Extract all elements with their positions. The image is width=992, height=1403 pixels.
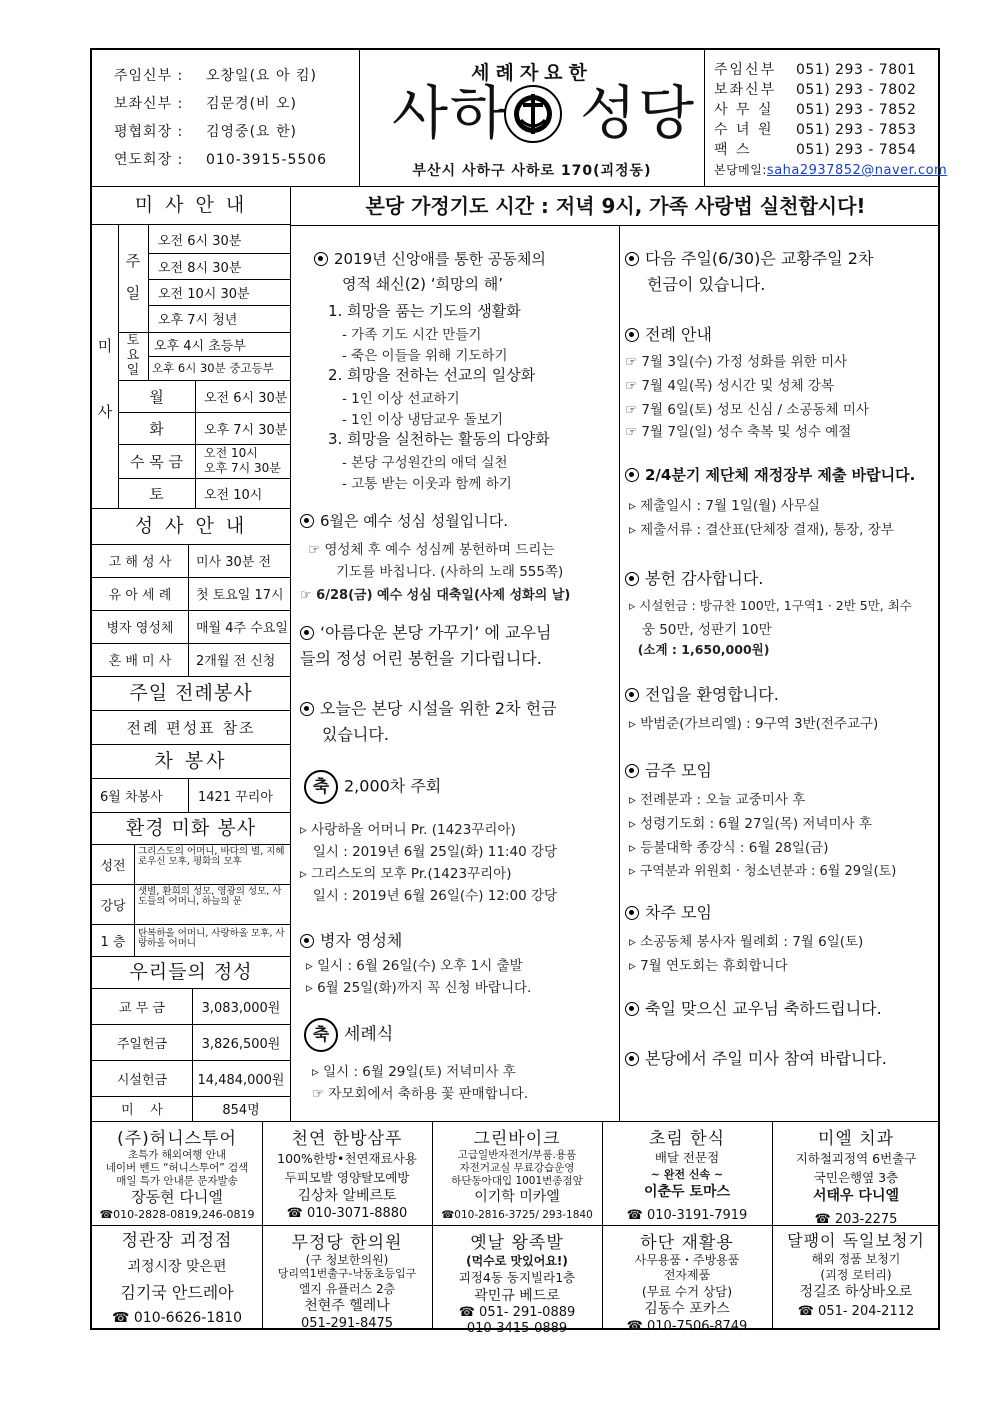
ad-hanuiwon: 무정당 한의원 (구 청보한의원) 당리역1번출구-낙동초등입구 엘지 유플러스 2층 천현주 헬레나 051-291-8475 [277,1233,417,1331]
mass-vertical-label: 미 사 [97,337,113,421]
bullet-icon [300,626,314,640]
notice-2019: 2019년 신앙애를 통한 공동체의 [314,248,546,269]
notice-line: 기도를 바칩니다. (사하의 노래 555쪽) [336,564,564,580]
car-value: 1421 꾸리아 [198,789,273,805]
notice-line: ☞ 자모회에서 축하용 꽃 판매합니다. [312,1086,529,1102]
mass-time: 오전 10시 오후 7시 30분 [204,446,281,475]
offering-heading: 우리들의 정성 [129,961,253,983]
staff-row: 평협회장 : 김영중(요 한) [114,124,297,140]
sacrament-value: 2개월 전 신청 [196,654,276,669]
env-value: 그리스도의 어머니, 바다의 별, 지혜로우신 모후, 평화의 모후 [138,846,285,867]
notice-line: ▹ 7월 연도회는 휴회합니다 [629,958,788,974]
notice-2nd-collection: 오늘은 본당 시설을 위한 2차 헌금 [300,696,557,719]
notice-line: 영적 쇄신(2) ‘희망의 해’ [342,275,504,293]
church-name-left: 사하 [392,79,509,147]
celebration-icon: 축 [304,770,338,804]
notice-line: ▹ 전례분과 : 오늘 교중미사 후 [629,792,806,808]
notice-beautify: ‘아름다운 본당 가꾸기’ 에 교우님 [300,620,551,643]
sacrament-value: 매월 4주 수요일 [196,621,288,636]
notice-line: 있습니다. [322,725,389,744]
staff-row: 보좌신부 : 김문경(비 오) [114,96,297,112]
notice-line: ▹ 제출일시 : 7월 1일(월) 사무실 [629,498,820,514]
offering-value: 3,083,000원 [201,1000,281,1016]
sacrament-name: 고 해 성 사 [108,555,172,570]
notice-papal-sunday: 다음 주일(6/30)은 교황주일 2차 [625,246,873,269]
notice-sunday-mass: 본당에서 주일 미사 참여 바랍니다. [625,1046,887,1069]
notice-liturgy: 전례 안내 [625,322,712,345]
offering-name: 시설헌금 [116,1072,168,1088]
notice-line: 일시 : 2019년 6월 25일(화) 11:40 강당 [300,844,558,860]
staff-row: 주임신부 : 오창일(요 아 킴) [114,68,317,84]
contact-row: 주임신부 051) 293 - 7801 [714,62,917,78]
notice-line: 헌금이 있습니다. [647,275,766,294]
mass-time: 오후 7시 청년 [158,313,238,328]
env-place: 1 층 [100,934,126,950]
church-name-right: 성당 [580,79,697,147]
notice-line: ▹ 등불대학 종강식 : 6월 28일(금) [629,840,829,856]
notice-line: ▹ 사랑하올 어머니 Pr. (1423꾸리아) [300,822,516,838]
bullet-icon [300,514,314,528]
mass-heading: 미 사 안 내 [134,194,248,216]
bullet-icon [625,688,639,702]
notice-next-week: 차주 모임 [625,900,712,923]
offering-value: 854명 [222,1103,260,1118]
sunday-label: 주 일 [125,252,141,302]
notice-line: 웅 50만, 성판기 10만 [629,622,772,638]
car-heading: 차 봉사 [154,750,228,772]
car-month: 6월 차봉사 [100,789,163,805]
header-contacts [714,60,948,180]
hope-item-title: 3. 희망을 실천하는 활동의 다양화 [328,430,550,448]
notice-line: 들의 정성 어린 봉헌을 기다립니다. [300,649,542,668]
main-col2 [625,240,939,1115]
env-value: 탄복하올 어머니, 사랑하올 모후, 사랑하올 어머니 [138,928,285,949]
contact-row: 팩 스 051) 293 - 7854 [714,142,917,158]
ad-chorim-hansik: 초림 한식 배달 전문점 ~ 완전 신속 ~ 이춘두 토마스 ☎ 010-3191-7919 [626,1129,748,1223]
church-subtitle: 세례자요한 [471,62,593,84]
bullet-icon [625,1002,639,1016]
notice-line: ☞ 영성체 후 예수 성심께 봉헌하며 드리는 [308,542,555,558]
ad-green-bike: 그린바이크 고급일반자전거/부품.용품 자전거교실 무료강습운영 하단동아대입 1001번종점앞 이기학 미카엘 ☎010-2816-3725/ 293-1840 [441,1129,593,1221]
church-title-block [360,50,704,186]
mass-time: 오전 10시 [204,487,263,503]
liturgy-heading: 주일 전례봉사 [129,682,253,704]
header-staff [114,62,364,174]
ad-herbal-shampoo: 천연 한방삼푸 100%한방•천연재료사용 두피모발 영양탈모예방 김상차 알베르토 ☎ 010-3071-8880 [277,1129,417,1221]
staff-row: 연도회장 : 010-3915-5506 [114,152,328,168]
notice-baptism: 축 세례식 [304,1018,393,1052]
mass-time: 오전 8시 30분 [158,260,242,276]
hope-item-sub: - 죽은 이들을 위해 기도하기 [342,348,508,364]
main-banner: 본당 가정기도 시간 : 저녁 9시, 가족 사랑법 실천합시다! [365,194,866,218]
notice-line: ☞ 7월 6일(토) 성모 신심 / 소공동체 미사 [625,402,869,418]
notice-sacred-heart: 6월은 예수 성심 성월입니다. [300,510,508,531]
notice-line: ▹ 구역분과 위원회 · 청소년분과 : 6월 29일(토) [629,864,897,879]
weekday-label: 월 [149,387,164,406]
notice-line: ☞ 7월 3일(수) 가정 성화를 위한 미사 [625,354,848,370]
notice-feast: 축일 맞으신 교우님 축하드립니다. [625,996,882,1019]
notice-this-week: 금주 모임 [625,758,712,781]
notice-line: ▹ 박범준(가브리엘) : 9구역 3반(전주교구) [629,716,879,732]
weekday-label: 화 [149,419,164,438]
ad-miel-dental: 미엘 치과 지하철괴정역 6번출구 국민은행옆 3층 서태우 다니엘 ☎ 203-2275 [795,1129,917,1227]
bullet-icon [625,764,639,778]
liturgy-value: 전례 편성표 참조 [126,718,256,737]
notice-line: ☞ 7월 7일(일) 성수 축복 및 성수 예절 [625,424,852,440]
bullet-icon [300,934,314,948]
notice-line: ▹ 소공동체 봉사자 월례회 : 7월 6일(토) [629,934,864,950]
notice-line: ☞ 7월 4일(목) 성시간 및 성체 강복 [625,378,835,394]
main-col1 [300,240,618,1115]
notice-line: 일시 : 2019년 6월 26일(수) 12:00 강당 [300,888,558,904]
offering-name: 주일헌금 [116,1036,168,1052]
mass-time: 오후 7시 30분 [204,422,288,438]
bullet-icon [300,702,314,716]
email-row: 본당메일:saha2937852@naver.com [714,163,948,178]
notice-line: ▹ 일시 : 6월 26일(수) 오후 1시 출발 [306,958,523,974]
notice-finance: 2/4분기 제단체 재정장부 제출 바랍니다. [625,464,915,485]
church-address: 부산시 사하구 사하로 170(괴정동) [412,163,652,179]
notice-thanks: 봉헌 감사합니다. [625,566,763,589]
weekday-label: 수 목 금 [129,452,183,471]
saturday-label: 토 요 일 [126,333,140,378]
email-link[interactable]: saha2937852@naver.com [766,163,948,178]
hope-item-title: 2. 희망을 전하는 선교의 일상화 [328,366,536,384]
ad-jokbal: 옛날 왕족발 (먹수로 맛있어요!) 괴정4동 동지빌라1층 곽민규 베드로 ☎ 051- 291-0889 010-3415-0889 [458,1233,576,1336]
notice-line: ▹ 제출서류 : 결산표(단체장 결재), 통장, 장부 [629,522,894,538]
notice-line: ▹ 6월 25일(화)까지 꼭 신청 바랍니다. [306,980,532,996]
bullet-icon [314,252,328,266]
bullet-icon [625,468,639,482]
ad-hearing-aid: 달팽이 독일보청기 해외 정품 보청기 (괴정 로터리) 정길조 하상바오로 ☎ 051- 204-2112 [787,1231,925,1319]
bullet-icon [625,572,639,586]
notice-line: ▹ 그리스도의 모후 Pr.(1423꾸리아) [300,866,512,882]
notice-welcome: 전입을 환영합니다. [625,682,779,705]
offering-value: 3,826,500원 [201,1036,281,1052]
church-logo [503,84,563,144]
celebration-icon: 축 [304,1018,338,1052]
bullet-icon [625,328,639,342]
offering-name: 미 사 [121,1103,163,1118]
mass-table [92,225,290,508]
notice-line: ▹ 성령기도회 : 6월 27일(목) 저녁미사 후 [629,816,872,832]
contact-row: 수 녀 원 051) 293 - 7853 [714,122,917,138]
ad-honeys-tour: (주)허니스투어 초특가 해외여행 안내 네이버 밴드 “허니스투어” 검색 매일 특가 안내문 문자발송 장동현 다니엘 ☎010-2828-0819,246-0819 [99,1129,255,1221]
sacrament-name: 혼 배 미 사 [108,654,172,669]
bullet-icon [625,1052,639,1066]
sacrament-heading: 성 사 안 내 [134,515,248,537]
mass-time: 오후 6시 30분 중고등부 [152,361,274,375]
sacrament-name: 유 아 세 례 [108,588,172,603]
mass-time: 오전 6시 30분 [204,390,288,406]
hope-item-sub: - 고통 받는 이웃과 함께 하기 [342,476,512,492]
env-value: 샛별, 환희의 성모, 영광의 성모, 사도들의 어머니, 하늘의 문 [138,886,282,907]
church-logo-icon [503,84,563,144]
hope-item-sub: - 1인 이상 냉담교우 돌보기 [342,412,504,428]
notice-sick-communion: 병자 영성체 [300,928,402,951]
notice-2000th: 축 2,000차 주회 [304,770,441,804]
contact-row: 보좌신부 051) 293 - 7802 [714,82,917,98]
notice-line: ▹ 일시 : 6월 29일(토) 저녁미사 후 [312,1064,516,1080]
notice-line: (소계 : 1,650,000원) [629,642,770,657]
env-heading: 환경 미화 봉사 [125,817,257,839]
mass-time: 오후 4시 초등부 [154,338,246,354]
bullet-icon [625,906,639,920]
ad-recycling: 하단 재활용 사무용품・주방용품 전자제품 (무료 수거 상담) 김동수 포카스 ☎ 010-7506-8749 [626,1233,748,1334]
notice-line: ☞ 6/28(금) 예수 성심 대축일(사제 성화의 날) [300,588,571,603]
notice-line: ▹ 시설헌금 : 방규찬 100만, 1구역1 · 2반 5만, 최수 [629,598,912,613]
env-place: 성전 [100,858,126,874]
offering-value: 14,484,000원 [197,1072,285,1088]
hope-item-sub: - 1인 이상 선교하기 [342,391,460,407]
bullet-icon [625,252,639,266]
sacrament-value: 첫 토요일 17시 [196,588,284,603]
sacrament-value: 미사 30분 전 [196,555,272,570]
env-place: 강당 [100,898,126,914]
mass-time: 오전 10시 30분 [158,286,250,302]
offering-name: 교 무 금 [119,1000,165,1016]
contact-row: 사 무 실 051) 293 - 7852 [714,102,917,118]
mass-time: 오전 6시 30분 [158,233,242,249]
sacrament-name: 병자 영성체 [106,621,174,636]
weekday-label: 토 [149,484,164,503]
bulletin-page [90,48,948,1336]
ad-jeonggwanjang: 정관장 괴정점 괴정시장 맞은편 김기국 안드레아 ☎ 010-6626-1810 [112,1231,242,1326]
hope-item-title: 1. 희망을 품는 기도의 생활화 [328,302,521,320]
hope-item-sub: - 가족 기도 시간 만들기 [342,327,482,343]
hope-item-sub: - 본당 구성원간의 애덕 실천 [342,455,508,471]
